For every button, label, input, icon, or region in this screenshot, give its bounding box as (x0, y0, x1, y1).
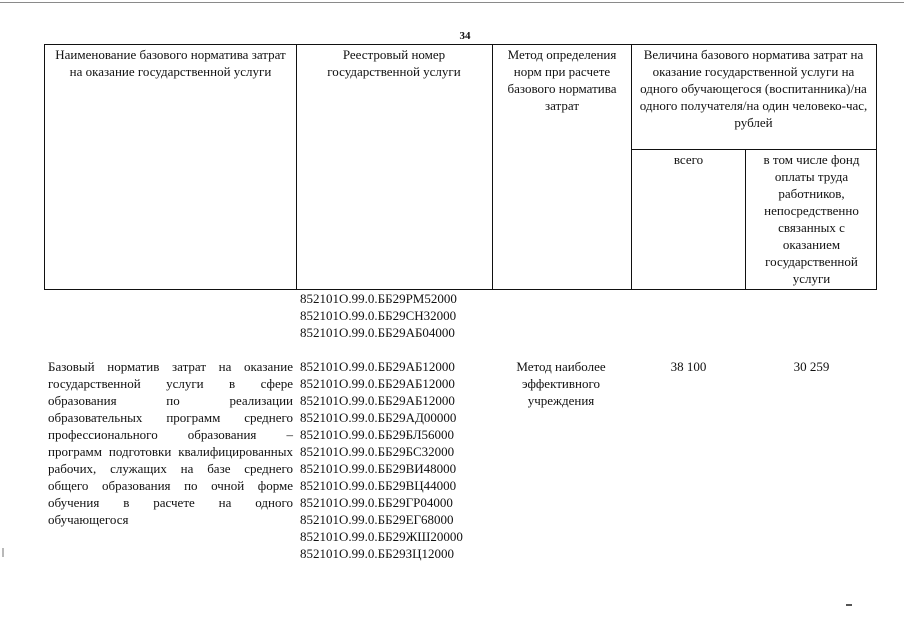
registry-code: 852101О.99.0.ББ29АБ12000 (300, 359, 455, 374)
registry-code: 852101О.99.0.ББ29ЖШ20000 (300, 529, 463, 544)
header-service-name: Наименование базового норматива затрат на оказание государственной услуги (55, 47, 286, 79)
header-total: всего (673, 152, 704, 167)
header-norm-value: Величина базового норматива затрат на оказание государственной услуги на одного обучающегося (воспитанника)/на одного получателя/на один человеко-час, рублей (639, 47, 868, 130)
registry-code: 852101О.99.0.ББ29РМ52000 (300, 291, 457, 306)
registry-code: 852101О.99.0.ББ29ГР04000 (300, 495, 453, 510)
registry-code: 852101О.99.0.ББ29БЛ56000 (300, 427, 455, 442)
registry-code: 852101О.99.0.ББ29ЗЦ12000 (300, 546, 454, 561)
row-total: 38 100 (670, 359, 707, 374)
table-column-divider (631, 44, 632, 290)
table-column-divider (296, 44, 297, 290)
registry-code: 852101О.99.0.ББ29БС32000 (300, 444, 455, 459)
registry-code: 852101О.99.0.ББ29АБ12000 (300, 393, 455, 408)
table-left-border (44, 44, 45, 290)
registry-code: 852101О.99.0.ББ29ВЦ44000 (300, 478, 457, 493)
header-registry-number: Реестровый номер государственной услуги (327, 47, 461, 79)
table-header-bottom-border (44, 289, 877, 290)
page-top-border (0, 2, 904, 3)
scan-speck (2, 548, 4, 557)
registry-code: 852101О.99.0.ББ29СН32000 (300, 308, 457, 323)
norm-description: Базовый норматив затрат на оказание государственной услуги в сфере образования по реализации образовательных программ среднего профессионального образования – программ подготовки квалифицированных рабочих, служащих на базе среднего общего образования по очной форме обучения в расчете на одного обучающегося (48, 359, 293, 527)
registry-code: 852101О.99.0.ББ29ЕГ68000 (300, 512, 454, 527)
registry-code: 852101О.99.0.ББ29АБ04000 (300, 325, 455, 340)
row-payroll: 30 259 (793, 359, 830, 374)
registry-code: 852101О.99.0.ББ29ВИ48000 (300, 461, 457, 476)
row-registry-codes (300, 358, 463, 562)
table-right-border (876, 44, 877, 290)
table-column-divider (745, 149, 746, 290)
table-subheader-border (631, 149, 877, 150)
header-method: Метод определения норм при расчете базового норматива затрат (507, 47, 617, 113)
scan-speck (846, 604, 852, 606)
registry-code: 852101О.99.0.ББ29АД00000 (300, 410, 457, 425)
page-number: 34 (459, 30, 471, 42)
table-top-border (44, 44, 877, 45)
table-column-divider (492, 44, 493, 290)
header-payroll: в том числе фонд оплаты труда работников, непосредственно связанных с оказанием государственной услуги (763, 152, 860, 286)
registry-code: 852101О.99.0.ББ29АБ12000 (300, 376, 455, 391)
continuation-codes (300, 290, 457, 341)
row-method: Метод наиболее эффективного учреждения (516, 359, 606, 408)
